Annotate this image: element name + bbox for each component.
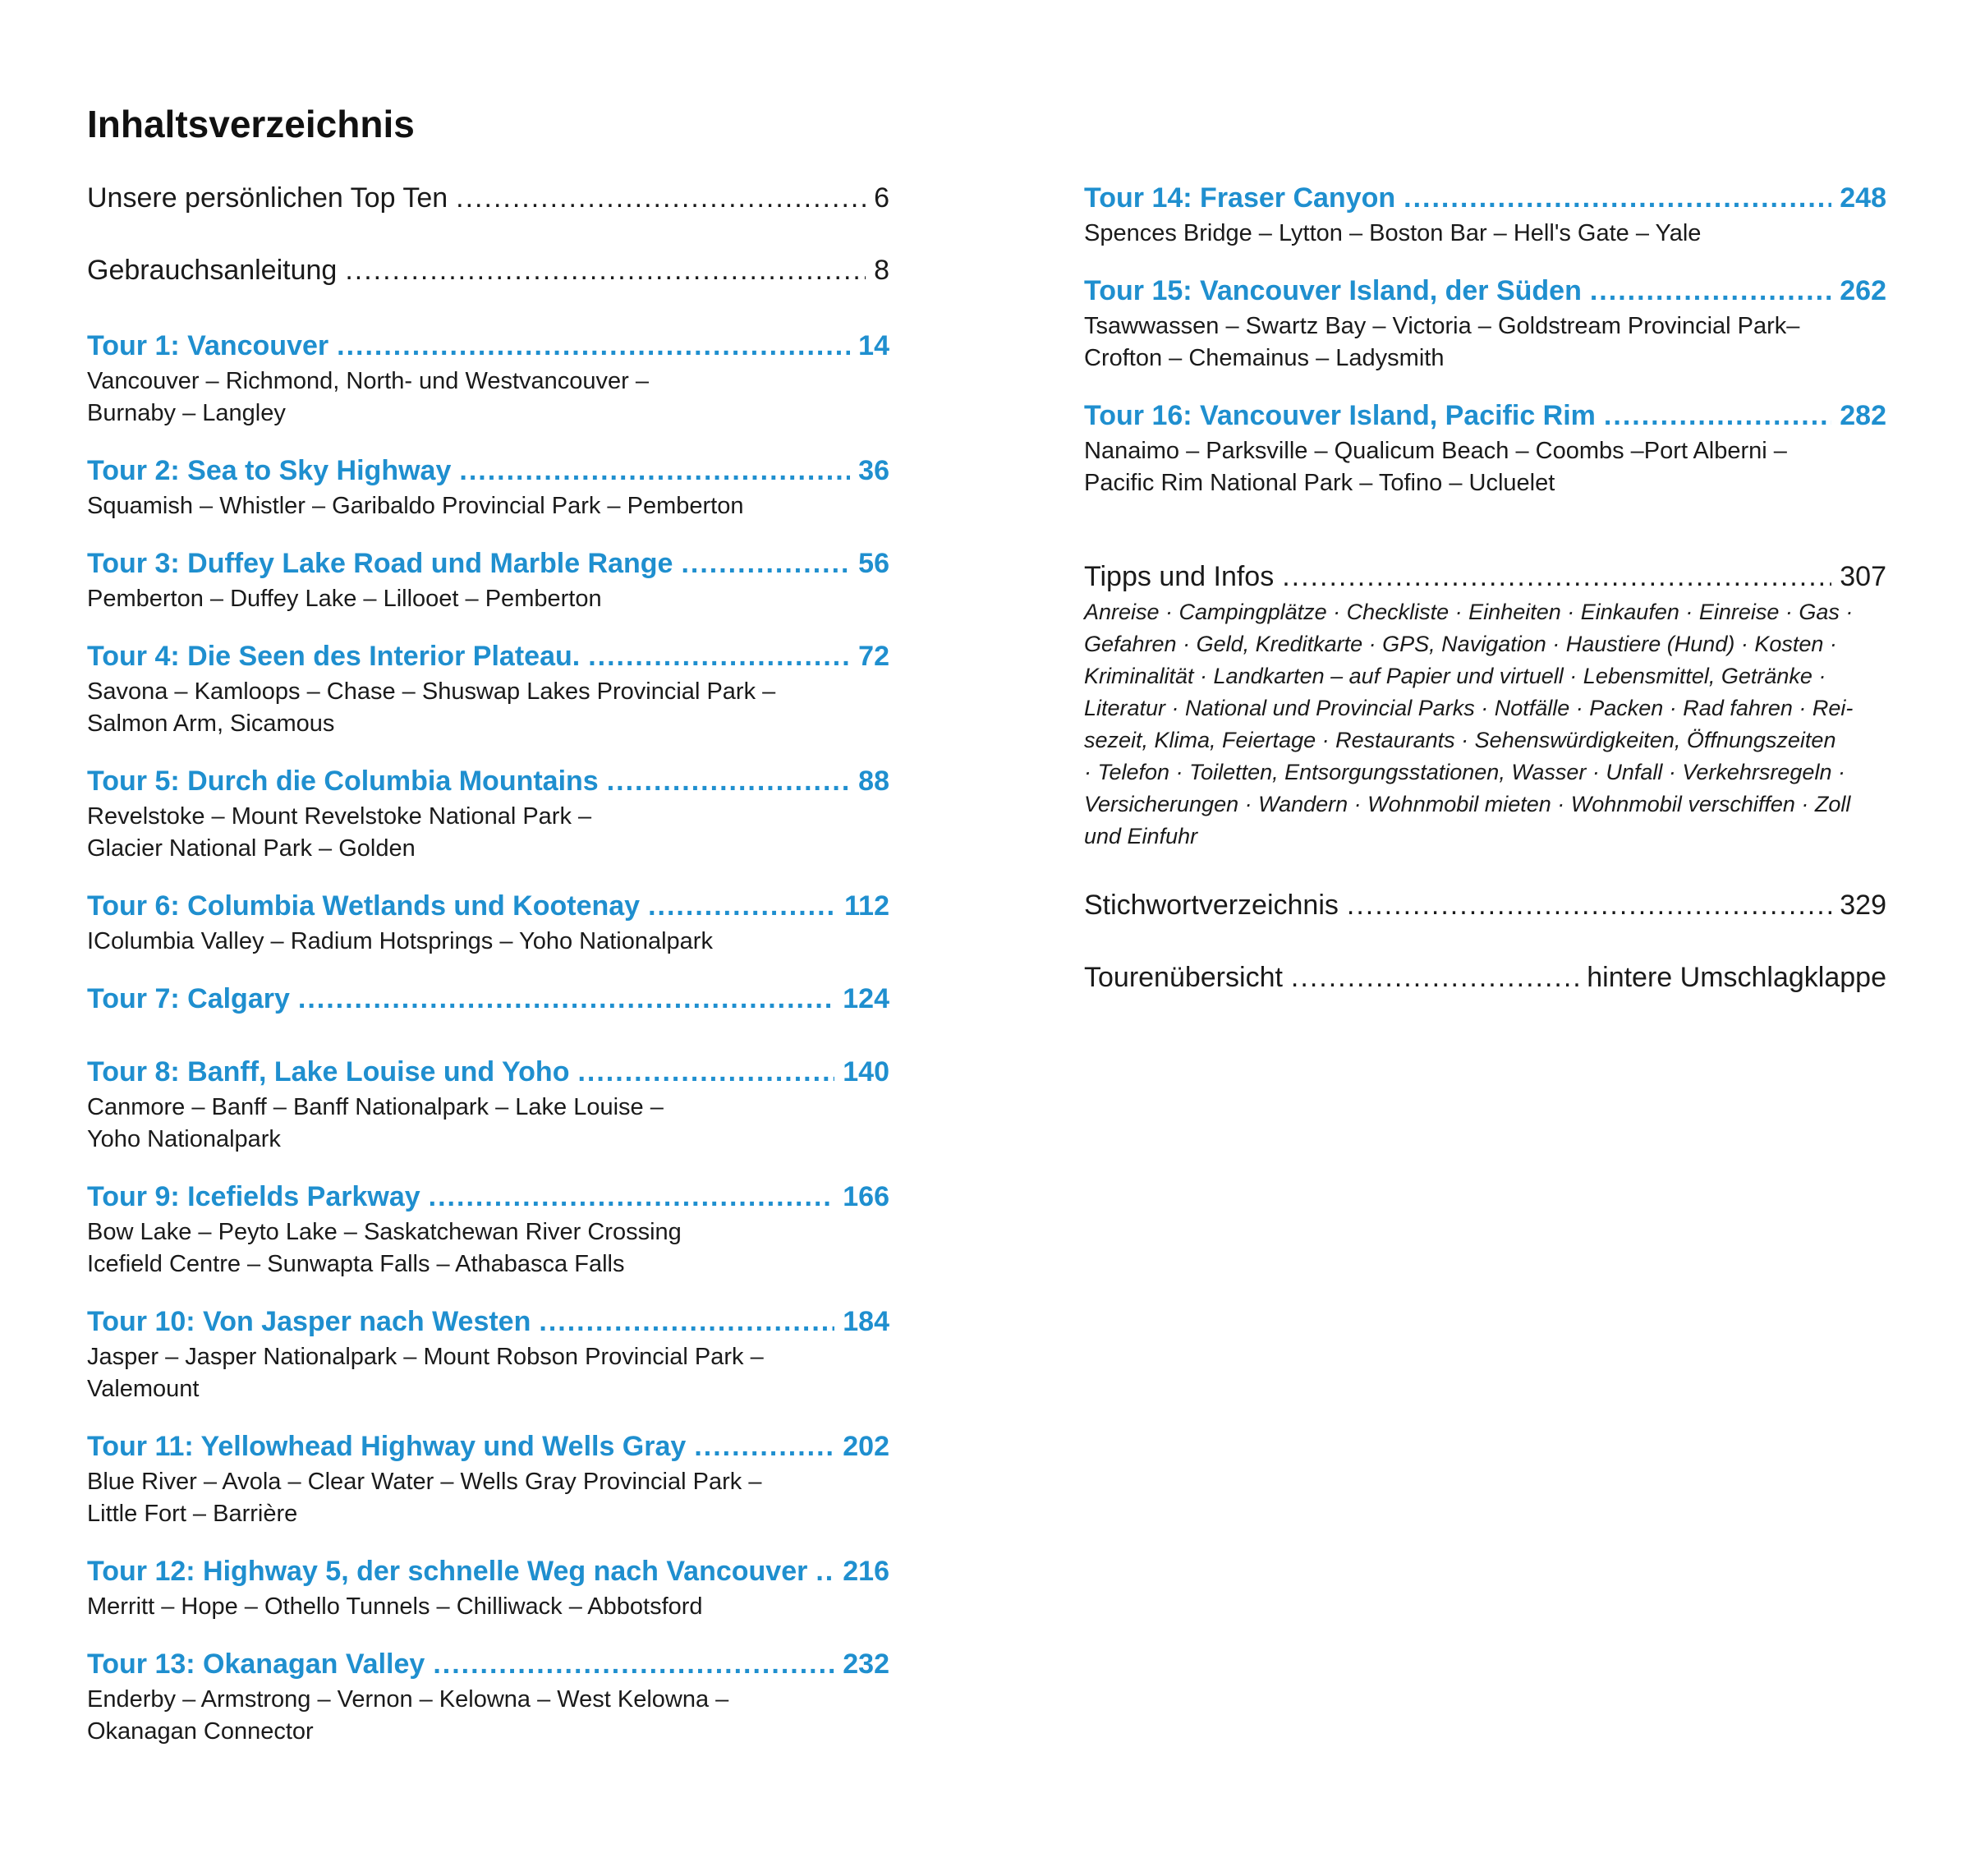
tour-stops-line: Merritt – Hope – Othello Tunnels – Chilliwack – Abbotsford <box>87 1593 703 1620</box>
tour-stops-line: Revelstoke – Mount Revelstoke National Park – <box>87 803 592 830</box>
dot-leader <box>459 455 850 487</box>
tour-page-number: 202 <box>843 1431 889 1462</box>
tour-page-number: 166 <box>843 1181 889 1212</box>
dot-leader <box>681 548 850 580</box>
tour-page-number: 184 <box>843 1306 889 1337</box>
toc-label: Unsere persönlichen Top Ten <box>87 182 448 214</box>
tour-stops <box>87 490 889 522</box>
tour-page-number: 262 <box>1840 275 1886 306</box>
tour-stops <box>87 583 889 615</box>
toc-entry-tour[interactable] <box>87 983 889 1056</box>
tour-stops-line: Yoho Nationalpark <box>87 1126 281 1152</box>
dot-leader <box>337 330 850 362</box>
tour-title: Tour 7: Calgary <box>87 983 290 1014</box>
tour-stops-line: Spences Bridge – Lytton – Boston Bar – Hell's Gate – Yale <box>1084 220 1702 246</box>
toc-entry-tour[interactable] <box>87 1181 889 1306</box>
tour-title: Tour 6: Columbia Wetlands und Kootenay <box>87 890 641 922</box>
tour-title: Tour 10: Von Jasper nach Westen <box>87 1306 531 1337</box>
tour-page-number: 112 <box>844 890 889 922</box>
tour-stops-line: Vancouver – Richmond, North- und Westvancouver – <box>87 368 649 394</box>
toc-page-number: 307 <box>1840 561 1886 592</box>
dot-leader <box>607 766 850 798</box>
toc-label: Tourenübersicht <box>1084 962 1283 993</box>
tour-page-number: 248 <box>1840 182 1886 214</box>
tips-line: Literatur · National und Provincial Parks · Notfälle · Packen · Rad fahren · Rei- <box>1084 696 1854 720</box>
toc-entry-tour[interactable] <box>87 1648 889 1755</box>
toc-entry-tour[interactable] <box>87 1056 889 1181</box>
tips-line: Kriminalität · Landkarten – auf Papier und virtuell · Lebensmittel, Getränke · <box>1084 664 1826 688</box>
tour-title: Tour 3: Duffey Lake Road und Marble Range <box>87 548 673 579</box>
toc-entry-tour[interactable] <box>87 548 889 641</box>
tour-stops-line: Savona – Kamloops – Chase – Shuswap Lakes Provincial Park – <box>87 678 776 705</box>
tips-line: und Einfuhr <box>1084 824 1198 848</box>
tour-stops <box>87 1216 889 1281</box>
toc-page-number: 6 <box>874 182 889 214</box>
toc-page-number: hintere Umschlagklappe <box>1587 962 1886 993</box>
toc-label: Gebrauchsanleitung <box>87 255 338 286</box>
tour-stops <box>87 1466 889 1530</box>
tour-title: Tour 12: Highway 5, der schnelle Weg nach Vancouver <box>87 1556 808 1587</box>
toc-entry-index[interactable] <box>1084 890 1886 962</box>
tour-stops-line: IColumbia Valley – Radium Hotsprings – Yoho Nationalpark <box>87 928 713 954</box>
toc-label: Stichwortverzeichnis <box>1084 890 1339 921</box>
toc-entry-tips[interactable] <box>1084 561 1886 890</box>
toc-entry-tour[interactable] <box>87 330 889 455</box>
toc-label: Tipps und Infos <box>1084 561 1275 592</box>
tips-line: Gefahren · Geld, Kreditkarte · GPS, Navigation · Haustiere (Hund) · Kosten · <box>1084 632 1837 656</box>
tour-title: Tour 4: Die Seen des Interior Plateau. <box>87 641 581 672</box>
right-tour-list <box>1084 182 1886 525</box>
dot-leader <box>345 255 866 287</box>
dot-leader <box>648 890 836 922</box>
left-tour-list <box>87 330 889 1755</box>
tour-stops <box>1084 435 1886 499</box>
tour-title: Tour 15: Vancouver Island, der Süden <box>1084 275 1582 306</box>
dot-leader <box>588 641 850 673</box>
tour-stops-line: Crofton – Chemainus – Ladysmith <box>1084 345 1445 371</box>
dot-leader <box>539 1306 834 1338</box>
dot-leader <box>1590 275 1831 307</box>
dot-leader <box>694 1431 834 1463</box>
dot-leader <box>1291 962 1578 994</box>
tour-stops <box>87 926 889 958</box>
tour-page-number: 124 <box>843 983 889 1014</box>
tour-stops-line: Salmon Arm, Sicamous <box>87 710 335 737</box>
toc-entry-tour[interactable] <box>1084 182 1886 275</box>
toc-right-column <box>1084 182 1886 1011</box>
tour-title: Tour 5: Durch die Columbia Mountains <box>87 766 599 797</box>
tour-stops-line: Burnaby – Langley <box>87 400 286 426</box>
page-title: Inhaltsverzeichnis <box>87 103 415 145</box>
tour-stops-line: Okanagan Connector <box>87 1718 314 1745</box>
tour-stops <box>87 1092 889 1156</box>
toc-entry-tour[interactable] <box>87 1431 889 1556</box>
tour-title: Tour 14: Fraser Canyon <box>1084 182 1396 214</box>
dot-leader <box>816 1556 834 1588</box>
tour-page-number: 14 <box>858 330 889 361</box>
tour-stops <box>87 801 889 865</box>
tips-line: Anreise · Campingplätze · Checkliste · Einheiten · Einkaufen · Einreise · Gas · <box>1084 600 1854 624</box>
tour-stops-line: Pemberton – Duffey Lake – Lillooet – Pemberton <box>87 586 602 612</box>
toc-entry-usage[interactable] <box>87 255 889 330</box>
toc-entry-top-ten[interactable] <box>87 182 889 255</box>
toc-entry-overview[interactable] <box>1084 962 1886 1011</box>
tour-stops-line: Blue River – Avola – Clear Water – Wells Gray Provincial Park – <box>87 1469 762 1495</box>
tour-stops <box>87 1591 889 1623</box>
toc-entry-tour[interactable] <box>1084 400 1886 525</box>
tips-topics <box>1084 596 1886 853</box>
tour-stops <box>1084 218 1886 250</box>
tour-page-number: 56 <box>858 548 889 579</box>
tour-stops-line: Squamish – Whistler – Garibaldo Provincial Park – Pemberton <box>87 493 744 519</box>
tour-title: Tour 2: Sea to Sky Highway <box>87 455 452 486</box>
tour-page-number: 282 <box>1840 400 1886 431</box>
tour-stops <box>87 1684 889 1748</box>
toc-page-number: 329 <box>1840 890 1886 921</box>
tour-stops-line: Bow Lake – Peyto Lake – Saskatchewan River Crossing <box>87 1219 682 1245</box>
tour-page-number: 88 <box>858 766 889 797</box>
dot-leader <box>577 1056 834 1088</box>
tour-title: Tour 11: Yellowhead Highway und Wells Gray <box>87 1431 687 1462</box>
tour-stops-line: Tsawwassen – Swartz Bay – Victoria – Goldstream Provincial Park– <box>1084 313 1800 339</box>
tour-stops <box>87 366 889 430</box>
tour-stops-line: Enderby – Armstrong – Vernon – Kelowna – West Kelowna – <box>87 1686 729 1713</box>
toc-entry-tour[interactable] <box>87 1306 889 1431</box>
tips-line: · Telefon · Toiletten, Entsorgungsstationen, Wasser · Unfall · Verkehrsregeln · <box>1084 760 1845 784</box>
tour-title: Tour 13: Okanagan Valley <box>87 1648 425 1680</box>
toc-left-column <box>87 182 889 1755</box>
tour-stops <box>1084 310 1886 375</box>
toc-page-number: 8 <box>874 255 889 286</box>
dot-leader <box>1404 182 1831 214</box>
tour-page-number: 216 <box>843 1556 889 1587</box>
tour-stops-line: Nanaimo – Parksville – Qualicum Beach – Coombs –Port Alberni – <box>1084 438 1787 464</box>
tour-stops-line: Pacific Rim National Park – Tofino – Ucluelet <box>1084 470 1555 496</box>
toc-entry-tour[interactable] <box>87 1556 889 1648</box>
tour-stops-line: Little Fort – Barrière <box>87 1501 298 1527</box>
tour-page-number: 140 <box>843 1056 889 1087</box>
dot-leader <box>1347 890 1831 922</box>
dot-leader <box>1604 400 1831 432</box>
tour-page-number: 36 <box>858 455 889 486</box>
tour-stops-line: Jasper – Jasper Nationalpark – Mount Robson Provincial Park – <box>87 1344 764 1370</box>
tour-stops-line: Canmore – Banff – Banff Nationalpark – Lake Louise – <box>87 1094 664 1120</box>
tour-stops <box>87 1341 889 1405</box>
tour-title: Tour 9: Icefields Parkway <box>87 1181 420 1212</box>
toc-entry-tour[interactable] <box>87 641 889 766</box>
tour-page-number: 72 <box>858 641 889 672</box>
dot-leader <box>456 182 866 214</box>
tour-title: Tour 16: Vancouver Island, Pacific Rim <box>1084 400 1596 431</box>
tour-stops <box>87 676 889 740</box>
dot-leader <box>298 983 834 1015</box>
dot-leader <box>433 1648 834 1681</box>
toc-entry-tour[interactable] <box>1084 275 1886 400</box>
tips-line: sezeit, Klima, Feiertage · Restaurants · Sehenswürdigkeiten, Öffnungszeiten <box>1084 728 1836 752</box>
tour-stops-line: Icefield Centre – Sunwapta Falls – Athabasca Falls <box>87 1251 625 1277</box>
tour-stops-line: Valemount <box>87 1376 200 1402</box>
tour-stops-line: Glacier National Park – Golden <box>87 835 416 862</box>
dot-leader <box>1282 561 1831 593</box>
tips-line: Versicherungen · Wandern · Wohnmobil mieten · Wohnmobil verschiffen · Zoll <box>1084 792 1851 816</box>
tour-title: Tour 8: Banff, Lake Louise und Yoho <box>87 1056 570 1087</box>
toc-entry-tour[interactable] <box>87 766 889 890</box>
toc-entry-tour[interactable] <box>87 890 889 983</box>
dot-leader <box>429 1181 835 1213</box>
tour-title: Tour 1: Vancouver <box>87 330 329 361</box>
tour-page-number: 232 <box>843 1648 889 1680</box>
toc-entry-tour[interactable] <box>87 455 889 548</box>
